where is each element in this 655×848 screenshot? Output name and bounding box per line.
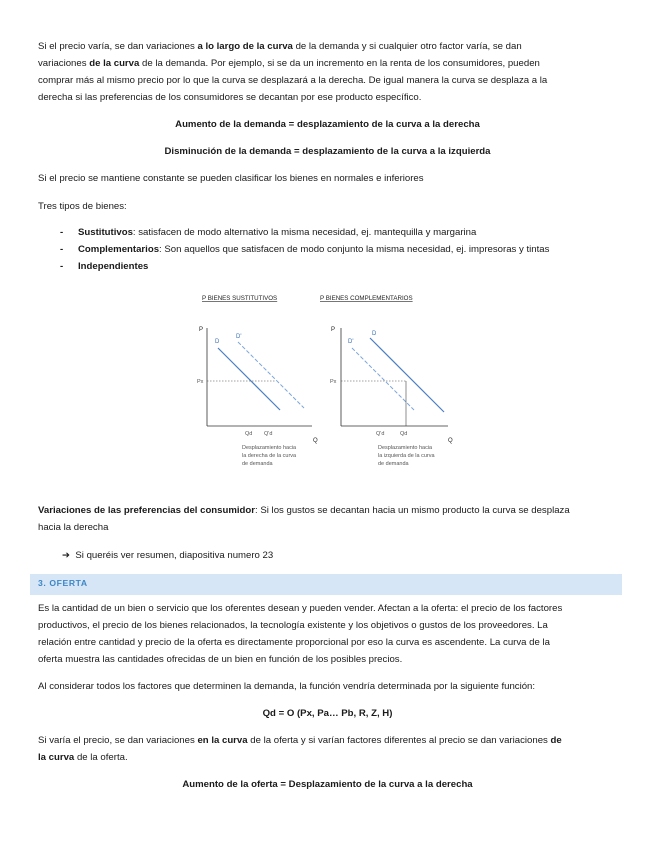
right-demand-curve-d (370, 338, 444, 412)
text: Si el precio varía, se dan variaciones (38, 41, 198, 52)
right-d-label: D (372, 331, 377, 337)
equation-supply-increase: Aumento de la oferta = Desplazamiento de la curva a la derecha (182, 779, 473, 790)
paragraph-preferences (38, 502, 618, 536)
paragraph-three-types: Tres tipos de bienes: (38, 201, 127, 212)
text: Es la cantidad de un bien o servicio que los oferentes desean y pueden vender. Afectan a la oferta: el precio de los factores (38, 603, 563, 614)
text: de la demanda. Por ejemplo, si se da un incremento en la renta de los consumidores, pueden (139, 58, 540, 69)
right-q-label: Q (448, 438, 453, 444)
right-px-label: Px (330, 379, 337, 385)
bold-text: la curva (38, 752, 75, 763)
left-d-prime-label: D' (236, 334, 242, 340)
right-q1-label: Q'd (376, 431, 385, 437)
left-q-label: Q (313, 438, 318, 444)
text: relación entre cantidad y precio de la oferta es directamente proporcional por eso la curva es ascendente. La curva de la (38, 637, 550, 648)
equation-demand-increase: Aumento de la demanda = desplazamiento de la curva a la derecha (175, 119, 480, 130)
bold-text: en la curva (197, 735, 248, 746)
paragraph-normal-inferior: Si el precio se mantiene constante se pueden clasificar los bienes en normales e inferiores (38, 173, 424, 184)
text: productivos, el precio de los bienes relacionados, la tecnología existente y los objetivos o gustos de los proveedores. La (38, 620, 548, 631)
left-d-label: D (215, 339, 220, 345)
left-caption-1: Desplazamiento hacia (242, 445, 297, 451)
right-demand-curve-d-prime (352, 348, 414, 410)
list-item: - Sustitutivos: satisfacen de modo alternativo la misma necesidad, ej. mantequilla y margarina (60, 227, 477, 238)
bold-text: de (550, 735, 562, 746)
left-caption-3: de demanda (242, 461, 273, 467)
text: Si varía el precio, se dan variaciones (38, 735, 198, 746)
paragraph-function-intro: Al considerar todos los factores que determinen la demanda, la función vendría determinada por la siguiente función: (38, 681, 536, 692)
text: comprar más al mismo precio por lo que la curva se desplazará a la derecha. De igual manera la curva se desplaza a la (38, 75, 548, 86)
paragraph-demand-shift (38, 38, 618, 106)
left-demand-curve-d-prime (238, 342, 304, 408)
paragraph-oferta-definition (38, 600, 618, 668)
right-caption-3: de demanda (378, 461, 409, 467)
left-caption-2: la derecha de la curva (242, 453, 297, 459)
text: de la demanda y si cualquier otro factor varía, se dan (292, 41, 522, 52)
bullet-term: Complementarios (78, 244, 160, 255)
bullet-text: : Son aquellos que satisfacen de modo conjunto la misma necesidad, ej. impresoras y tintas (159, 244, 550, 255)
text: de la oferta. (74, 752, 128, 763)
text: oferta muestra las cantidades ofrecidas de un bien en función de los posibles precios. (38, 654, 403, 665)
right-q2-label: Qd (400, 431, 408, 437)
figure-svg (196, 290, 458, 475)
section-header-oferta (30, 574, 622, 595)
list-item: - Independientes (60, 261, 149, 272)
text: Si queréis ver resumen, diapositiva numero 23 (75, 550, 274, 561)
right-caption-1: Desplazamiento hacia (378, 445, 433, 451)
demand-shift-figure (196, 290, 458, 475)
bullet-term: Independientes (78, 261, 149, 272)
text: : Si los gustos se decantan hacia un mismo producto la curva se desplaza (255, 505, 570, 516)
left-q2-label: Q'd (264, 431, 273, 437)
right-p-label: P (331, 327, 336, 333)
equation-demand-decrease: Disminución de la demanda = desplazamiento de la curva a la izquierda (164, 146, 491, 157)
formula: Qd = O (Px, Pa… Pb, R, Z, H) (262, 708, 393, 719)
bold-text: a lo largo de la curva (197, 41, 293, 52)
left-p-label: P (199, 327, 204, 333)
left-chart-title: P BIENES SUSTITUTIVOS (202, 295, 278, 302)
arrow-right-icon: ➔ (62, 550, 71, 561)
left-demand-curve-d (218, 348, 280, 410)
bold-text: de la curva (89, 58, 140, 69)
right-chart-title: P BIENES COMPLEMENTARIOS (320, 295, 413, 302)
paragraph-oferta-variations (38, 732, 618, 766)
text: derecha si las preferencias de los consumidores se decantan por ese producto específico. (38, 92, 422, 103)
right-d-prime-label: D' (348, 339, 354, 345)
left-px-label: Px (197, 379, 204, 385)
text: hacia la derecha (38, 522, 109, 533)
bullet-text: : satisfacen de modo alternativo la misma necesidad, ej. mantequilla y margarina (132, 227, 477, 238)
summary-note (62, 549, 273, 562)
list-item: - Complementarios: Son aquellos que satisfacen de modo conjunto la misma necesidad, ej. impresoras y tintas (60, 244, 550, 255)
text: variaciones (38, 58, 90, 69)
right-caption-2: la izquierda de la curva (378, 453, 435, 459)
section-title: 3. OFERTA (38, 578, 88, 588)
left-q1-label: Qd (245, 431, 253, 437)
bullet-term: Sustitutivos (78, 227, 133, 238)
text: de la oferta y si varían factores diferentes al precio se dan variaciones (247, 735, 551, 746)
bold-text: Variaciones de las preferencias del consumidor (38, 505, 256, 516)
